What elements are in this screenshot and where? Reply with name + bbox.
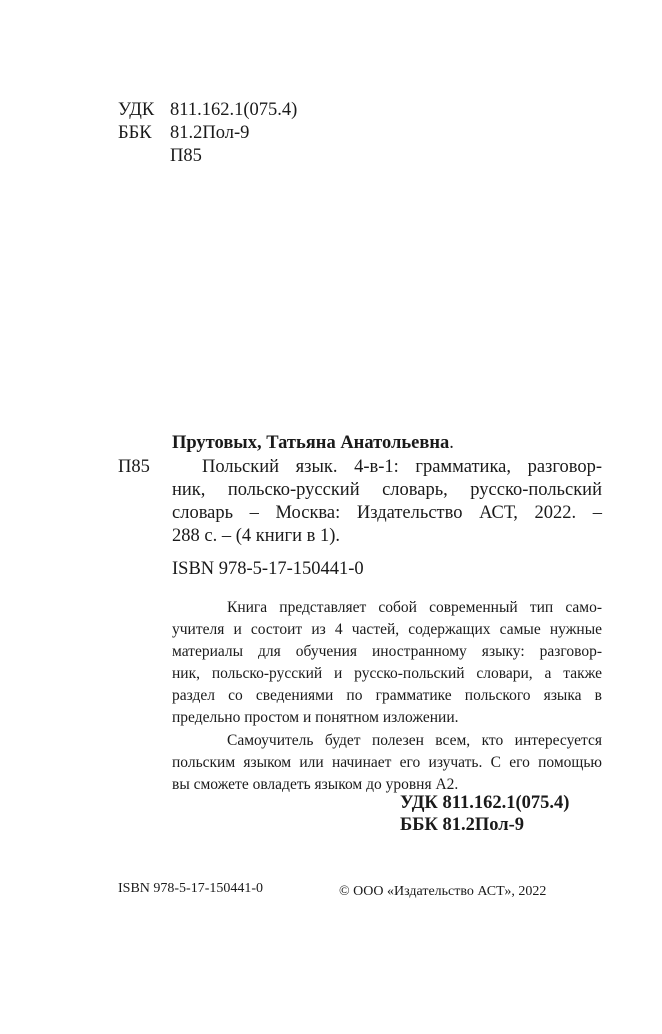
bold-udk: УДК 811.162.1(075.4): [400, 793, 570, 813]
udk-line: [118, 99, 297, 122]
abstract-line: раздел со сведениями по грамматике польского языка в: [172, 687, 602, 704]
abstract-line: Самоучитель будет полезен всем, кто интересуется: [227, 732, 602, 749]
footer-copyright: © ООО «Издательство АСТ», 2022: [339, 884, 547, 899]
author-mark-line: [118, 145, 297, 168]
udk-label: УДК: [118, 100, 155, 120]
bib-code: П85: [118, 457, 150, 477]
bib-isbn: ISBN 978-5-17-150441-0: [172, 559, 364, 579]
bib-line-2: ник, польско-русский словарь, русско-польский: [172, 480, 602, 500]
bib-line-3: словарь – Москва: Издательство АСТ, 2022. –: [172, 503, 602, 523]
classification-block: [118, 99, 297, 168]
abstract-line: предельно простом и понятном изложении.: [172, 709, 459, 726]
bold-bbk: ББК 81.2Пол-9: [400, 815, 525, 835]
bib-author: [172, 432, 454, 455]
bbk-value: 81.2Пол-9: [170, 123, 250, 143]
abstract-line: Книга представляет собой современный тип само-: [227, 599, 602, 616]
bib-line-4: 288 с. – (4 книги в 1).: [172, 526, 341, 546]
abstract-line: ник, польско-русский и русско-польский словари, а также: [172, 665, 602, 682]
abstract-line: вы сможете овладеть языком до уровня А2.: [172, 776, 459, 793]
bbk-line: [118, 122, 297, 145]
bib-author-name: Прутовых, Татьяна Анатольевна: [172, 433, 450, 453]
abstract-line: польским языком или начинает его изучать. С его помощью: [172, 754, 602, 771]
bib-author-dot: .: [449, 433, 454, 453]
author-mark-value: П85: [170, 146, 202, 166]
abstract-line: материалы для обучения иностранному языку: разговор-: [172, 643, 602, 660]
udk-value: 811.162.1(075.4): [170, 100, 298, 120]
abstract-line: учителя и состоит из 4 частей, содержащих самые нужные: [172, 621, 602, 638]
footer-isbn: ISBN 978-5-17-150441-0: [118, 881, 264, 896]
bbk-label: ББК: [118, 123, 152, 143]
bib-line-1: Польский язык. 4-в-1: грамматика, разговор-: [202, 457, 602, 477]
